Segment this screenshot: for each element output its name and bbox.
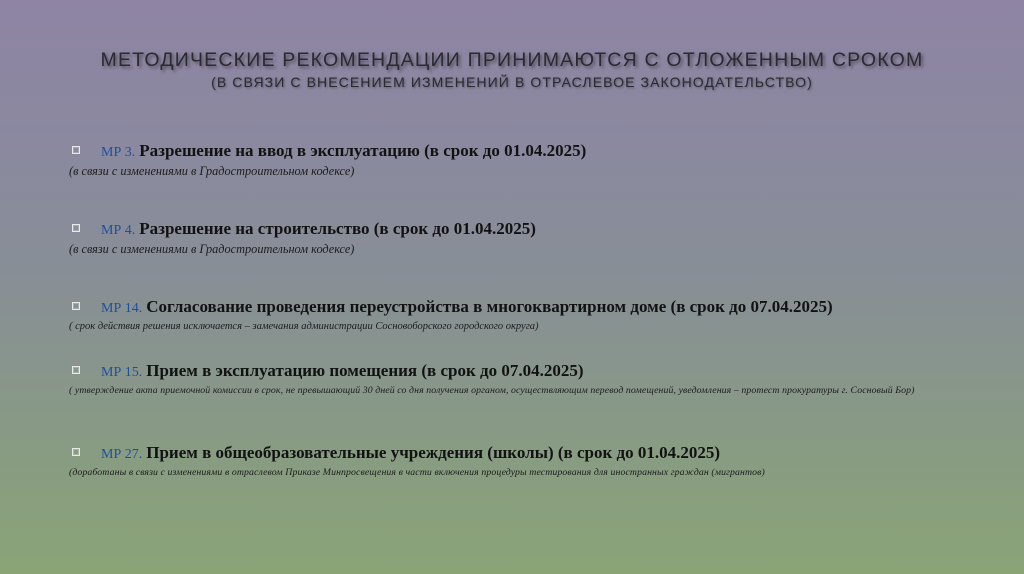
list-item-mr4 — [69, 218, 989, 257]
list-item-mr14 — [69, 296, 989, 333]
title-block — [0, 48, 1024, 91]
item-code: МР 15. — [101, 365, 143, 380]
square-bullet-icon — [72, 146, 80, 154]
item-heading: Согласование проведения переустройства в многоквартирном доме (в срок до 07.04.2025) — [146, 297, 833, 316]
item-line — [69, 218, 989, 240]
list-item-mr15 — [69, 360, 989, 398]
item-line — [69, 360, 989, 382]
slide-subtitle: (В СВЯЗИ С ВНЕСЕНИЕМ ИЗМЕНЕНИЙ В ОТРАСЛЕВОЕ ЗАКОНОДАТЕЛЬСТВО) — [211, 74, 813, 90]
item-code: МР 14. — [101, 301, 143, 316]
list-item-mr3 — [69, 140, 989, 179]
item-line — [69, 296, 989, 318]
item-line — [69, 140, 989, 162]
item-code: МР 4. — [101, 223, 136, 238]
square-bullet-icon — [72, 366, 80, 374]
square-bullet-icon — [72, 302, 80, 310]
item-note: (доработаны в связи с изменениями в отраслевом Приказе Минпросвещения в части включения процедуры тестирования для иностранных граждан (мигрантов) — [69, 467, 765, 478]
item-note: (в связи с изменениями в Градостроительном кодексе) — [69, 242, 355, 256]
item-heading: Разрешение на ввод в эксплуатацию (в срок до 01.04.2025) — [139, 141, 587, 160]
item-line — [69, 442, 989, 464]
item-note: (в связи с изменениями в Градостроительном кодексе) — [69, 164, 355, 178]
item-note: ( срок действия решения исключается – замечания администрации Сосновоборского городского округа) — [69, 321, 539, 332]
square-bullet-icon — [72, 448, 80, 456]
list-item-mr27 — [69, 442, 989, 480]
item-heading: Прием в эксплуатацию помещения (в срок до 07.04.2025) — [146, 361, 584, 380]
item-code: МР 3. — [101, 145, 136, 160]
slide-title: МЕТОДИЧЕСКИЕ РЕКОМЕНДАЦИИ ПРИНИМАЮТСЯ С ОТЛОЖЕННЫМ СРОКОМ — [100, 49, 924, 71]
item-note: ( утверждение акта приемочной комиссии в срок, не превышающий 30 дней со дня получения органом, осуществляющим перевод помещений, уведомления – протест прокуратуры г. Сосновый Бор) — [69, 385, 915, 396]
item-heading: Разрешение на строительство (в срок до 01.04.2025) — [139, 219, 536, 238]
item-heading: Прием в общеобразовательные учреждения (школы) (в срок до 01.04.2025) — [146, 443, 721, 462]
item-code: МР 27. — [101, 447, 143, 462]
square-bullet-icon — [72, 224, 80, 232]
